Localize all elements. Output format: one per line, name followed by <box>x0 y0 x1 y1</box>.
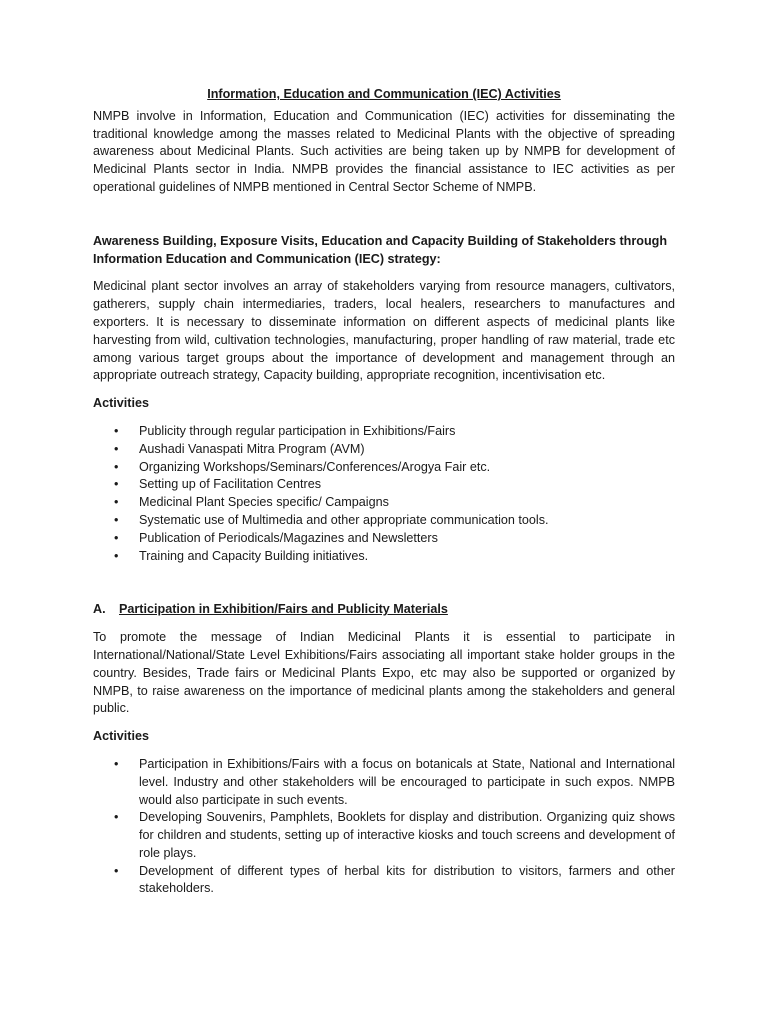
bullet-icon: • <box>114 495 119 510</box>
sector-paragraph: Medicinal plant sector involves an array of stakeholders varying from resource managers, cultivators, gatherers, supply chain intermediaries, traders, local healers, researchers to manufactures and exporters. It is necessary to disseminate information on different aspects of medicinal plants like harvesting from wild, cultivation technologies, manufacturing, proper handling of raw material, trade etc among various target groups about the importance of development and management through an appropriate outreach strategy, Capacity building, appropriate recognition, incentivisation etc. <box>93 279 675 383</box>
list-item <box>93 756 675 809</box>
bullet-icon: • <box>114 530 119 545</box>
list-item <box>93 476 675 494</box>
section-a-letter: A. <box>93 602 106 617</box>
awareness-heading: Awareness Building, Exposure Visits, Education and Capacity Building of Stakeholders through Information Education and Communication (IEC) strategy: <box>93 233 668 266</box>
section-a-title: Participation in Exhibition/Fairs and Publicity Materials <box>119 602 448 617</box>
activities-list <box>93 423 675 565</box>
list-item <box>93 441 675 459</box>
list-item-text: Developing Souvenirs, Pamphlets, Booklets for display and distribution. Organizing quiz shows for children and students, setting up of interactive kiosks and touch screens and development of role plays. <box>139 810 675 860</box>
bullet-icon: • <box>114 548 119 563</box>
list-item-text: Training and Capacity Building initiatives. <box>139 548 369 563</box>
list-item-text: Publicity through regular participation in Exhibitions/Fairs <box>139 423 456 438</box>
bullet-icon: • <box>114 756 119 771</box>
section-a-activities-list <box>93 756 675 898</box>
list-item-text: Publication of Periodicals/Magazines and Newsletters <box>139 530 438 545</box>
list-item-text: Medicinal Plant Species specific/ Campaigns <box>139 495 389 510</box>
intro-paragraph: NMPB involve in Information, Education and Communication (IEC) activities for disseminating the traditional knowledge among the masses related to Medicinal Plants with the objective of spreading awareness about Medicinal Plants. Such activities are being taken up by NMPB for development of Medicinal Plants sector in India. NMPB provides the financial assistance to IEC activities as per operational guidelines of NMPB mentioned in Central Sector Scheme of NMPB. <box>93 108 675 194</box>
list-item-text: Participation in Exhibitions/Fairs with a focus on botanicals at State, National and International level. Industry and other stakeholders will be encouraged to participate in such expos. NMPB would also participate in such events. <box>139 756 675 807</box>
bullet-icon: • <box>114 423 119 438</box>
document-title: Information, Education and Communication (IEC) Activities <box>207 87 561 101</box>
section-a-heading <box>93 601 675 619</box>
list-item-text: Setting up of Facilitation Centres <box>139 477 322 492</box>
list-item <box>93 512 675 530</box>
bullet-icon: • <box>114 459 119 474</box>
list-item-text: Organizing Workshops/Seminars/Conferences/Arogya Fair etc. <box>139 459 491 474</box>
list-item-text: Development of different types of herbal kits for distribution to visitors, farmers and other stakeholders. <box>139 863 675 896</box>
list-item <box>93 809 675 862</box>
bullet-icon: • <box>114 512 119 527</box>
list-item <box>93 423 675 441</box>
list-item <box>93 459 675 477</box>
bullet-icon: • <box>114 477 119 492</box>
list-item <box>93 530 675 548</box>
section-a-paragraph: To promote the message of Indian Medicinal Plants it is essential to participate in International/National/State Level Exhibitions/Fairs associating all important stake holder groups in the country. Besides, Trade fairs or Medicinal Plants Expo, etc may also be supported or organized by NMPB, to raise awareness on the importance of medicinal plants among the stakeholders and general public. <box>93 630 675 716</box>
bullet-icon: • <box>114 810 119 825</box>
bullet-icon: • <box>114 863 119 878</box>
bullet-icon: • <box>114 441 119 456</box>
list-item-text: Systematic use of Multimedia and other appropriate communication tools. <box>139 512 549 527</box>
section-a-activities-heading: Activities <box>93 729 149 744</box>
list-item <box>93 494 675 512</box>
list-item <box>93 863 675 899</box>
list-item <box>93 548 675 566</box>
activities-heading: Activities <box>93 396 149 411</box>
list-item-text: Aushadi Vanaspati Mitra Program (AVM) <box>139 441 365 456</box>
